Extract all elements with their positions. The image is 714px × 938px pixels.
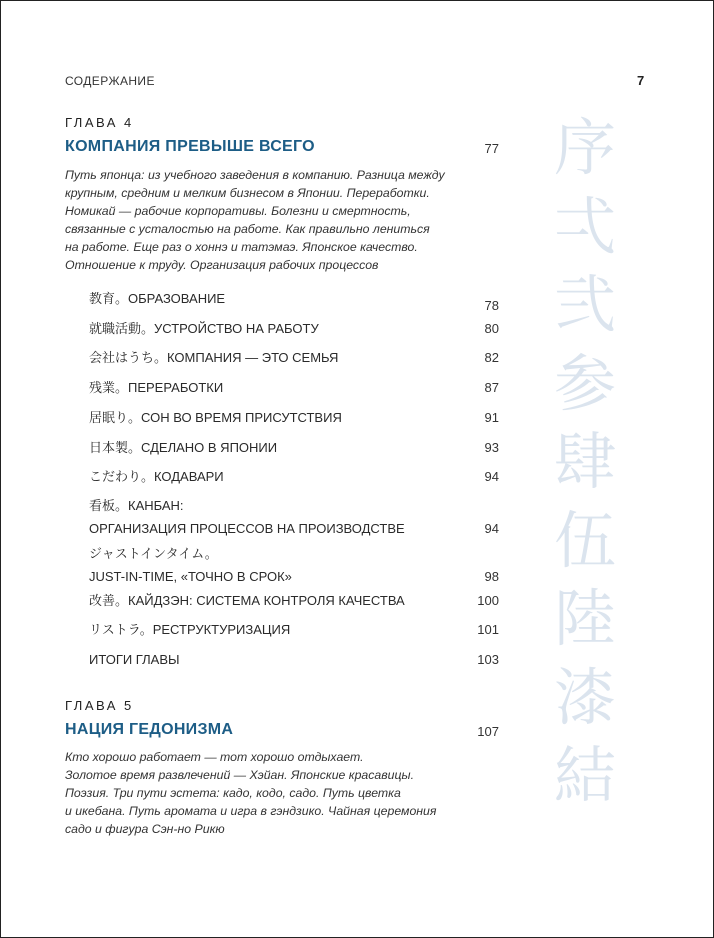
- toc-entry-title: こだわり。КОДАВАРИ: [89, 469, 224, 484]
- toc-entry[interactable]: [89, 498, 499, 537]
- toc-entry[interactable]: [89, 321, 499, 344]
- chapter-4-description: [65, 166, 465, 274]
- description-line: связанные с усталостью на работе. Как правильно лениться: [65, 222, 430, 236]
- toc-entry-title: ОРГАНИЗАЦИЯ ПРОЦЕССОВ НА ПРОИЗВОДСТВЕ: [89, 521, 405, 536]
- description-line: Отношение к труду. Организация рабочих процессов: [65, 258, 379, 272]
- toc-entry-title: 残業。ПЕРЕРАБОТКИ: [89, 380, 224, 395]
- toc-entry-page: 98: [484, 569, 499, 584]
- toc-entry[interactable]: [89, 546, 499, 585]
- toc-entry-page: 91: [484, 410, 499, 425]
- description-line: Кто хорошо работает — тот хорошо отдыхает.: [65, 750, 364, 764]
- toc-entry-title: 看板。КАНБАН:: [89, 498, 184, 513]
- chapter-5-title[interactable]: НАЦИЯ ГЕДОНИЗМА: [65, 721, 234, 738]
- toc-entry[interactable]: [89, 652, 499, 675]
- toc-entry[interactable]: [89, 410, 499, 433]
- toc-entry[interactable]: [89, 350, 499, 373]
- toc-entry-title: リストラ。РЕСТРУКТУРИЗАЦИЯ: [89, 622, 291, 637]
- toc-entry-page: 101: [477, 622, 499, 637]
- toc-entry-title: ИТОГИ ГЛАВЫ: [89, 652, 180, 667]
- toc-entry[interactable]: [89, 469, 499, 492]
- kanji-glyph: 伍: [553, 503, 616, 577]
- description-line: и икебана. Путь аромата и игра в гэндзико. Чайная церемония: [65, 804, 437, 818]
- description-line: Поэзия. Три пути эстета: кадо, кодо, садо. Путь цветка: [65, 786, 401, 800]
- toc-entry-page: 94: [484, 521, 499, 536]
- toc-entry-title: 会社はうち。КОМПАНИЯ — ЭТО СЕМЬЯ: [89, 350, 339, 365]
- kanji-glyph: 陸: [553, 582, 616, 655]
- toc-entry-page: 103: [477, 652, 499, 667]
- toc-entry-title: 日本製。СДЕЛАНО В ЯПОНИИ: [89, 440, 278, 455]
- toc-entry-title: 教育。ОБРАЗОВАНИЕ: [89, 291, 226, 306]
- toc-entry-page: 82: [484, 350, 499, 365]
- kanji-glyph: 序: [553, 111, 616, 184]
- toc-entry-title: JUST-IN-TIME, «ТОЧНО В СРОК»: [89, 569, 292, 584]
- toc-entry-title: 居眠り。СОН ВО ВРЕМЯ ПРИСУТСТВИЯ: [89, 410, 342, 425]
- toc-entry[interactable]: [89, 622, 499, 645]
- kanji-glyph: 弌: [553, 189, 616, 263]
- chapter-4-label: ГЛАВА 4: [65, 115, 134, 130]
- toc-entry[interactable]: [89, 380, 499, 403]
- kanji-glyph: 肆: [553, 425, 616, 498]
- chapter-5-label: ГЛАВА 5: [65, 698, 134, 713]
- toc-entry[interactable]: [89, 440, 499, 463]
- running-header-section: СОДЕРЖАНИЕ: [65, 74, 155, 88]
- description-line: садо и фигура Сэн-но Рикю: [65, 822, 225, 836]
- kanji-glyph: 漆: [553, 660, 616, 734]
- description-line: на работе. Еще раз о хоннэ и татэмаэ. Японское качество.: [65, 240, 418, 254]
- toc-entry-title: ジャストインタイム。: [89, 546, 218, 561]
- chapter-4-page: 77: [484, 141, 499, 156]
- chapter-5-page: 107: [477, 724, 499, 739]
- toc-entry-page: 80: [484, 321, 499, 336]
- toc-entry[interactable]: [89, 593, 499, 616]
- toc-entry-page: 78: [484, 298, 499, 313]
- toc-entry-page: 100: [477, 593, 499, 608]
- toc-entry-page: 87: [484, 380, 499, 395]
- toc-entry[interactable]: [89, 291, 499, 314]
- running-header-page-number: 7: [637, 73, 645, 88]
- chapter-4-title[interactable]: КОМПАНИЯ ПРЕВЫШЕ ВСЕГО: [65, 138, 315, 155]
- toc-entry-page: 93: [484, 440, 499, 455]
- description-line: Золотое время развлечений — Хэйан. Японские красавицы.: [65, 768, 415, 782]
- toc-entry-page: 94: [484, 469, 499, 484]
- decorative-kanji-column: [548, 109, 622, 816]
- toc-entry-title: 就職活動。УСТРОЙСТВО НА РАБОТУ: [89, 321, 319, 336]
- kanji-glyph: 参: [553, 346, 616, 420]
- description-line: Номикай — рабочие корпоративы. Болезни и смертность,: [65, 204, 411, 218]
- description-line: крупным, средним и мелким бизнесом в Японии. Переработки.: [65, 186, 430, 200]
- kanji-glyph: 結: [553, 739, 616, 812]
- kanji-glyph: 弐: [553, 268, 616, 341]
- chapter-5-description: [65, 748, 465, 838]
- description-line: Путь японца: из учебного заведения в компанию. Разница между: [65, 168, 445, 182]
- toc-entry-title: 改善。КАЙДЗЭН: СИСТЕМА КОНТРОЛЯ КАЧЕСТВА: [89, 593, 405, 608]
